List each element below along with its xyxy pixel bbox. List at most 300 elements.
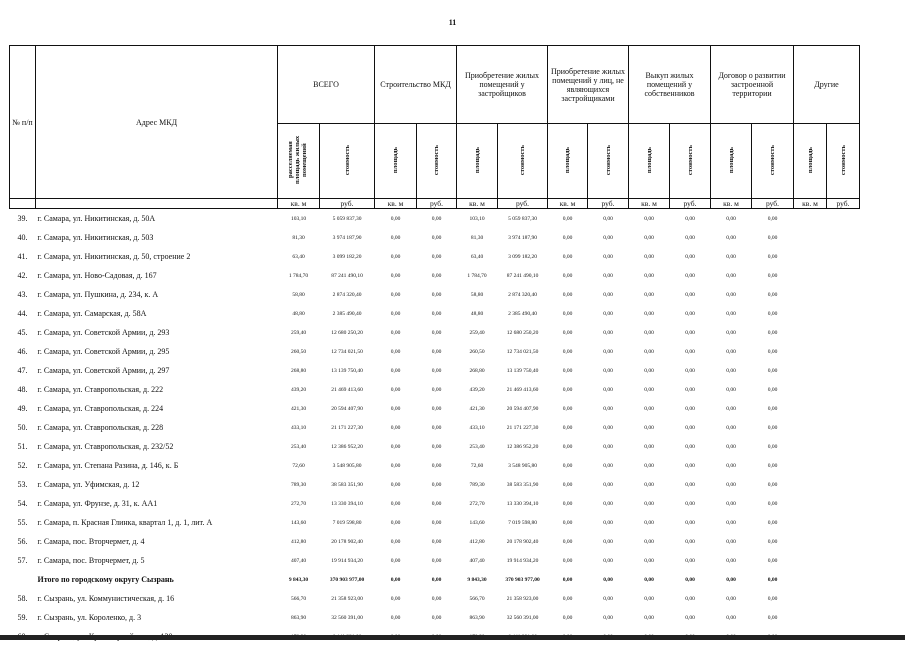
table-row (10, 304, 860, 323)
row-value: 0,00 (588, 342, 629, 361)
row-value: 0,00 (588, 513, 629, 532)
row-empty-cell (794, 608, 827, 627)
row-address: г. Сызрань, ул. Коммунистическая, д. 16 (36, 589, 278, 608)
row-empty-cell (827, 494, 860, 513)
row-value: 0,00 (375, 418, 417, 437)
row-empty-cell (794, 494, 827, 513)
row-value: 0,00 (752, 399, 794, 418)
row-address: Итого по городскому округу Сызрань (36, 570, 278, 589)
col-address-header: Адрес МКД (36, 46, 278, 199)
row-value: 0,00 (588, 589, 629, 608)
row-empty-cell (827, 342, 860, 361)
row-value: 0,00 (670, 551, 711, 570)
table-row (10, 437, 860, 456)
row-value: 253,40 (278, 437, 320, 456)
row-value: 0,00 (548, 456, 588, 475)
row-value: 0,00 (711, 608, 752, 627)
row-value: 0,00 (670, 304, 711, 323)
row-value: 0,00 (417, 551, 457, 570)
row-value: 0,00 (417, 228, 457, 247)
row-address: г. Самара, ул. Советской Армии, д. 297 (36, 361, 278, 380)
row-value: 81,30 (278, 228, 320, 247)
row-value: 0,00 (629, 570, 670, 589)
row-value: 72,60 (457, 456, 498, 475)
row-empty-cell (827, 551, 860, 570)
row-value: 0,00 (548, 589, 588, 608)
row-value: 0,00 (670, 266, 711, 285)
row-value: 0,00 (588, 323, 629, 342)
row-value: 0,00 (752, 418, 794, 437)
row-value: 0,00 (548, 399, 588, 418)
row-value: 0,00 (752, 437, 794, 456)
table-row (10, 589, 860, 608)
table-row (10, 399, 860, 418)
subheader-cost: стоимость (498, 124, 548, 199)
row-empty-cell (794, 437, 827, 456)
row-empty-cell (794, 361, 827, 380)
row-empty-cell (794, 342, 827, 361)
row-value: 0,00 (711, 399, 752, 418)
row-value: 0,00 (417, 437, 457, 456)
row-value: 21 171 227,30 (498, 418, 548, 437)
row-value: 0,00 (670, 532, 711, 551)
row-value: 0,00 (548, 608, 588, 627)
row-value: 0,00 (670, 570, 711, 589)
table-row (10, 532, 860, 551)
row-value: 63,40 (278, 247, 320, 266)
row-value: 19 914 934,20 (498, 551, 548, 570)
row-value: 407,40 (457, 551, 498, 570)
row-value: 0,00 (752, 608, 794, 627)
row-value: 0,00 (752, 456, 794, 475)
row-value: 412,80 (457, 532, 498, 551)
row-value: 0,00 (711, 209, 752, 229)
row-value: 0,00 (417, 304, 457, 323)
row-address: г. Самара, ул. Никитинская, д. 50З (36, 228, 278, 247)
row-value: 0,00 (375, 513, 417, 532)
row-value: 0,00 (711, 342, 752, 361)
row-number: 55. (10, 513, 36, 532)
row-value: 421,30 (457, 399, 498, 418)
row-value: 0,00 (629, 209, 670, 229)
row-value: 268,80 (457, 361, 498, 380)
subheader-area: площадь (548, 124, 588, 199)
row-value: 0,00 (548, 570, 588, 589)
table-row (10, 475, 860, 494)
subheader-area-total: расселяемая площадь жилых помещений (278, 124, 320, 199)
row-value: 0,00 (417, 361, 457, 380)
subheader-area: площадь (711, 124, 752, 199)
row-empty-cell (827, 532, 860, 551)
row-value: 0,00 (417, 342, 457, 361)
unit-cost: руб. (670, 199, 711, 209)
col-number-header: № п/п (10, 46, 36, 199)
row-value: 21 469 413,60 (320, 380, 375, 399)
table-row (10, 551, 860, 570)
row-value: 0,00 (629, 494, 670, 513)
row-empty-cell (794, 475, 827, 494)
row-address: г. Самара, пос. Вторчермет, д. 4 (36, 532, 278, 551)
row-value: 0,00 (588, 361, 629, 380)
row-value: 0,00 (375, 342, 417, 361)
row-value: 20 594 407,90 (498, 399, 548, 418)
row-value: 0,00 (548, 228, 588, 247)
unit-area: кв. м (375, 199, 417, 209)
row-value: 0,00 (417, 589, 457, 608)
row-value: 20 594 407,90 (320, 399, 375, 418)
row-value: 0,00 (548, 475, 588, 494)
row-value: 439,20 (457, 380, 498, 399)
row-value: 0,00 (711, 323, 752, 342)
row-empty-cell (794, 551, 827, 570)
row-value: 5 059 837,30 (320, 209, 375, 229)
table-row (10, 285, 860, 304)
row-value: 0,00 (752, 285, 794, 304)
row-empty-cell (794, 228, 827, 247)
row-value: 0,00 (670, 456, 711, 475)
row-value: 0,00 (711, 361, 752, 380)
row-empty-cell (827, 437, 860, 456)
row-value: 3 974 187,90 (498, 228, 548, 247)
table-row (10, 513, 860, 532)
row-value: 0,00 (752, 551, 794, 570)
row-value: 412,80 (278, 532, 320, 551)
row-value: 0,00 (548, 513, 588, 532)
row-value: 0,00 (417, 456, 457, 475)
row-empty-cell (827, 285, 860, 304)
row-value: 0,00 (417, 570, 457, 589)
row-number: 39. (10, 209, 36, 229)
row-value: 0,00 (629, 380, 670, 399)
row-value: 863,90 (278, 608, 320, 627)
row-value: 0,00 (711, 551, 752, 570)
row-value: 0,00 (670, 437, 711, 456)
row-value: 0,00 (711, 228, 752, 247)
row-value: 0,00 (629, 551, 670, 570)
row-value: 0,00 (711, 570, 752, 589)
unit-area: кв. м (794, 199, 827, 209)
row-value: 0,00 (752, 380, 794, 399)
row-value: 0,00 (629, 266, 670, 285)
row-value: 0,00 (548, 361, 588, 380)
row-value: 0,00 (417, 209, 457, 229)
row-value: 0,00 (375, 247, 417, 266)
row-number: 52. (10, 456, 36, 475)
row-value: 12 386 952,20 (498, 437, 548, 456)
row-value: 0,00 (670, 209, 711, 229)
row-value: 0,00 (752, 494, 794, 513)
row-address: г. Сызрань, ул. Короленко, д. 3 (36, 608, 278, 627)
subheader-cost: стоимость (588, 124, 629, 199)
table-row (10, 418, 860, 437)
row-value: 0,00 (548, 418, 588, 437)
row-value: 0,00 (629, 247, 670, 266)
row-value: 0,00 (629, 399, 670, 418)
row-empty-cell (827, 608, 860, 627)
row-number: 45. (10, 323, 36, 342)
unit-cost: руб. (752, 199, 794, 209)
row-value: 0,00 (752, 475, 794, 494)
row-empty-cell (827, 475, 860, 494)
row-value: 0,00 (417, 513, 457, 532)
row-value: 0,00 (752, 361, 794, 380)
row-value: 0,00 (588, 437, 629, 456)
row-value: 143,60 (278, 513, 320, 532)
row-number: 54. (10, 494, 36, 513)
table-row (10, 228, 860, 247)
row-value: 0,00 (752, 209, 794, 229)
row-empty-cell (827, 247, 860, 266)
unit-cost: руб. (417, 199, 457, 209)
row-value: 19 914 934,20 (320, 551, 375, 570)
row-value: 260,50 (278, 342, 320, 361)
row-value: 0,00 (588, 247, 629, 266)
row-empty-cell (827, 418, 860, 437)
row-empty-cell (827, 361, 860, 380)
row-value: 63,40 (457, 247, 498, 266)
row-value: 0,00 (375, 589, 417, 608)
row-value: 0,00 (670, 418, 711, 437)
row-value: 13 139 750,40 (320, 361, 375, 380)
row-empty-cell (827, 589, 860, 608)
row-value: 0,00 (375, 532, 417, 551)
row-value: 0,00 (670, 228, 711, 247)
row-value: 0,00 (417, 608, 457, 627)
row-number: 43. (10, 285, 36, 304)
row-value: 0,00 (548, 304, 588, 323)
row-value: 48,80 (278, 304, 320, 323)
row-address: г. Самара, ул. Самарская, д. 58А (36, 304, 278, 323)
row-value: 0,00 (588, 608, 629, 627)
row-value: 0,00 (417, 247, 457, 266)
row-value: 0,00 (670, 380, 711, 399)
row-value: 87 241 490,10 (498, 266, 548, 285)
group-header-buyout-owners: Выкуп жилых помещений у собственников (629, 46, 711, 124)
subheader-area: площадь (457, 124, 498, 199)
row-value: 12 386 952,20 (320, 437, 375, 456)
subheader-cost: стоимость (320, 124, 375, 199)
row-value: 0,00 (711, 589, 752, 608)
row-empty-cell (794, 247, 827, 266)
row-empty-cell (794, 570, 827, 589)
row-value: 0,00 (417, 323, 457, 342)
row-value: 81,30 (457, 228, 498, 247)
subheader-cost: стоимость (827, 124, 860, 199)
row-value: 0,00 (548, 532, 588, 551)
row-value: 789,30 (278, 475, 320, 494)
row-value: 0,00 (629, 608, 670, 627)
row-value: 0,00 (629, 228, 670, 247)
row-value: 0,00 (375, 323, 417, 342)
row-value: 370 903 977,00 (498, 570, 548, 589)
row-number: 50. (10, 418, 36, 437)
row-number: 48. (10, 380, 36, 399)
row-value: 0,00 (417, 285, 457, 304)
row-value: 268,80 (278, 361, 320, 380)
row-value: 0,00 (375, 570, 417, 589)
row-value: 0,00 (548, 247, 588, 266)
row-address: г. Самара, ул. Никитинская, д. 50, строение 2 (36, 247, 278, 266)
subheader-area: площадь (629, 124, 670, 199)
row-value: 2 874 320,40 (320, 285, 375, 304)
row-address: г. Самара, ул. Ставропольская, д. 232/52 (36, 437, 278, 456)
row-value: 0,00 (548, 551, 588, 570)
row-value: 20 178 902,40 (498, 532, 548, 551)
row-value: 0,00 (670, 342, 711, 361)
table-row (10, 380, 860, 399)
row-value: 0,00 (548, 266, 588, 285)
row-value: 0,00 (588, 475, 629, 494)
row-empty-cell (794, 532, 827, 551)
row-value: 0,00 (588, 570, 629, 589)
row-value: 12 680 250,20 (498, 323, 548, 342)
row-value: 259,40 (457, 323, 498, 342)
row-value: 3 099 182,20 (320, 247, 375, 266)
subheader-area: площадь (794, 124, 827, 199)
row-empty-cell (794, 589, 827, 608)
row-value: 0,00 (588, 532, 629, 551)
row-value: 0,00 (752, 228, 794, 247)
row-value: 566,70 (457, 589, 498, 608)
row-value: 0,00 (711, 456, 752, 475)
row-value: 253,40 (457, 437, 498, 456)
row-value: 9 843,30 (278, 570, 320, 589)
row-value: 272,70 (278, 494, 320, 513)
row-value: 3 548 905,80 (320, 456, 375, 475)
row-address: г. Самара, ул. Никитинская, д. 50А (36, 209, 278, 229)
row-value: 0,00 (752, 304, 794, 323)
row-address: г. Самара, ул. Ставропольская, д. 222 (36, 380, 278, 399)
row-value: 0,00 (417, 399, 457, 418)
row-value: 103,10 (278, 209, 320, 229)
row-value: 0,00 (670, 247, 711, 266)
row-value: 863,90 (457, 608, 498, 627)
row-value: 72,60 (278, 456, 320, 475)
row-empty-cell (827, 228, 860, 247)
row-value: 0,00 (588, 228, 629, 247)
unit-cost: руб. (320, 199, 375, 209)
group-header-purchase-non-developers: Приобретение жилых помещений у лиц, не являющихся застройщиками (548, 46, 629, 124)
unit-cost: руб. (498, 199, 548, 209)
row-value: 1 784,70 (457, 266, 498, 285)
table-body (10, 209, 860, 646)
row-value: 12 734 021,50 (320, 342, 375, 361)
row-address: г. Самара, ул. Ставропольская, д. 224 (36, 399, 278, 418)
row-value: 0,00 (752, 589, 794, 608)
table-row (10, 247, 860, 266)
row-value: 433,10 (457, 418, 498, 437)
subtotal-row (10, 570, 860, 589)
subheader-cost: стоимость (752, 124, 794, 199)
unit-area: кв. м (457, 199, 498, 209)
row-value: 0,00 (588, 456, 629, 475)
row-value: 0,00 (629, 418, 670, 437)
row-value: 272,70 (457, 494, 498, 513)
row-value: 0,00 (711, 437, 752, 456)
row-value: 0,00 (548, 494, 588, 513)
row-value: 0,00 (670, 608, 711, 627)
row-value: 0,00 (548, 285, 588, 304)
row-number: 58. (10, 589, 36, 608)
row-empty-cell (794, 399, 827, 418)
row-number: 46. (10, 342, 36, 361)
row-empty-cell (827, 266, 860, 285)
row-value: 48,80 (457, 304, 498, 323)
row-value: 13 330 394,10 (498, 494, 548, 513)
row-value: 0,00 (588, 418, 629, 437)
row-value: 1 784,70 (278, 266, 320, 285)
unit-area: кв. м (711, 199, 752, 209)
row-value: 0,00 (670, 589, 711, 608)
row-value: 3 974 187,90 (320, 228, 375, 247)
row-value: 5 059 837,30 (498, 209, 548, 229)
row-empty-cell (827, 456, 860, 475)
row-value: 0,00 (670, 399, 711, 418)
row-value: 0,00 (711, 266, 752, 285)
row-empty-cell (827, 513, 860, 532)
row-value: 58,80 (457, 285, 498, 304)
row-empty-cell (794, 380, 827, 399)
row-value: 0,00 (629, 361, 670, 380)
row-number: 44. (10, 304, 36, 323)
row-value: 0,00 (588, 380, 629, 399)
row-value: 103,10 (457, 209, 498, 229)
row-value: 0,00 (548, 342, 588, 361)
row-value: 0,00 (711, 494, 752, 513)
row-value: 0,00 (588, 551, 629, 570)
row-value: 0,00 (375, 285, 417, 304)
row-value: 38 583 351,90 (320, 475, 375, 494)
row-value: 38 583 351,90 (498, 475, 548, 494)
unit-cost: руб. (827, 199, 860, 209)
table-row (10, 456, 860, 475)
row-value: 12 734 021,50 (498, 342, 548, 361)
row-number: 47. (10, 361, 36, 380)
table-row (10, 323, 860, 342)
row-address: г. Самара, ул. Советской Армии, д. 293 (36, 323, 278, 342)
row-value: 0,00 (375, 475, 417, 494)
row-value: 0,00 (670, 361, 711, 380)
row-empty-cell (827, 570, 860, 589)
row-value: 0,00 (375, 361, 417, 380)
row-value: 0,00 (629, 323, 670, 342)
row-value: 0,00 (375, 608, 417, 627)
row-value: 0,00 (711, 475, 752, 494)
row-value: 32 560 391,00 (320, 608, 375, 627)
row-number: 57. (10, 551, 36, 570)
group-header-total: ВСЕГО (278, 46, 375, 124)
row-value: 0,00 (670, 475, 711, 494)
row-value: 0,00 (752, 342, 794, 361)
unit-cost: руб. (588, 199, 629, 209)
group-header-other: Другие (794, 46, 860, 124)
row-value: 2 385 490,40 (320, 304, 375, 323)
row-value: 0,00 (670, 513, 711, 532)
row-value: 0,00 (588, 266, 629, 285)
row-value: 0,00 (711, 380, 752, 399)
row-value: 2 874 320,40 (498, 285, 548, 304)
row-empty-cell (827, 209, 860, 229)
row-value: 0,00 (375, 551, 417, 570)
row-value: 0,00 (548, 380, 588, 399)
row-number: 42. (10, 266, 36, 285)
row-value: 0,00 (629, 513, 670, 532)
row-value: 0,00 (629, 304, 670, 323)
row-value: 3 548 905,80 (498, 456, 548, 475)
row-value: 21 358 923,00 (320, 589, 375, 608)
page-bottom-border (0, 635, 905, 640)
row-value: 0,00 (588, 304, 629, 323)
